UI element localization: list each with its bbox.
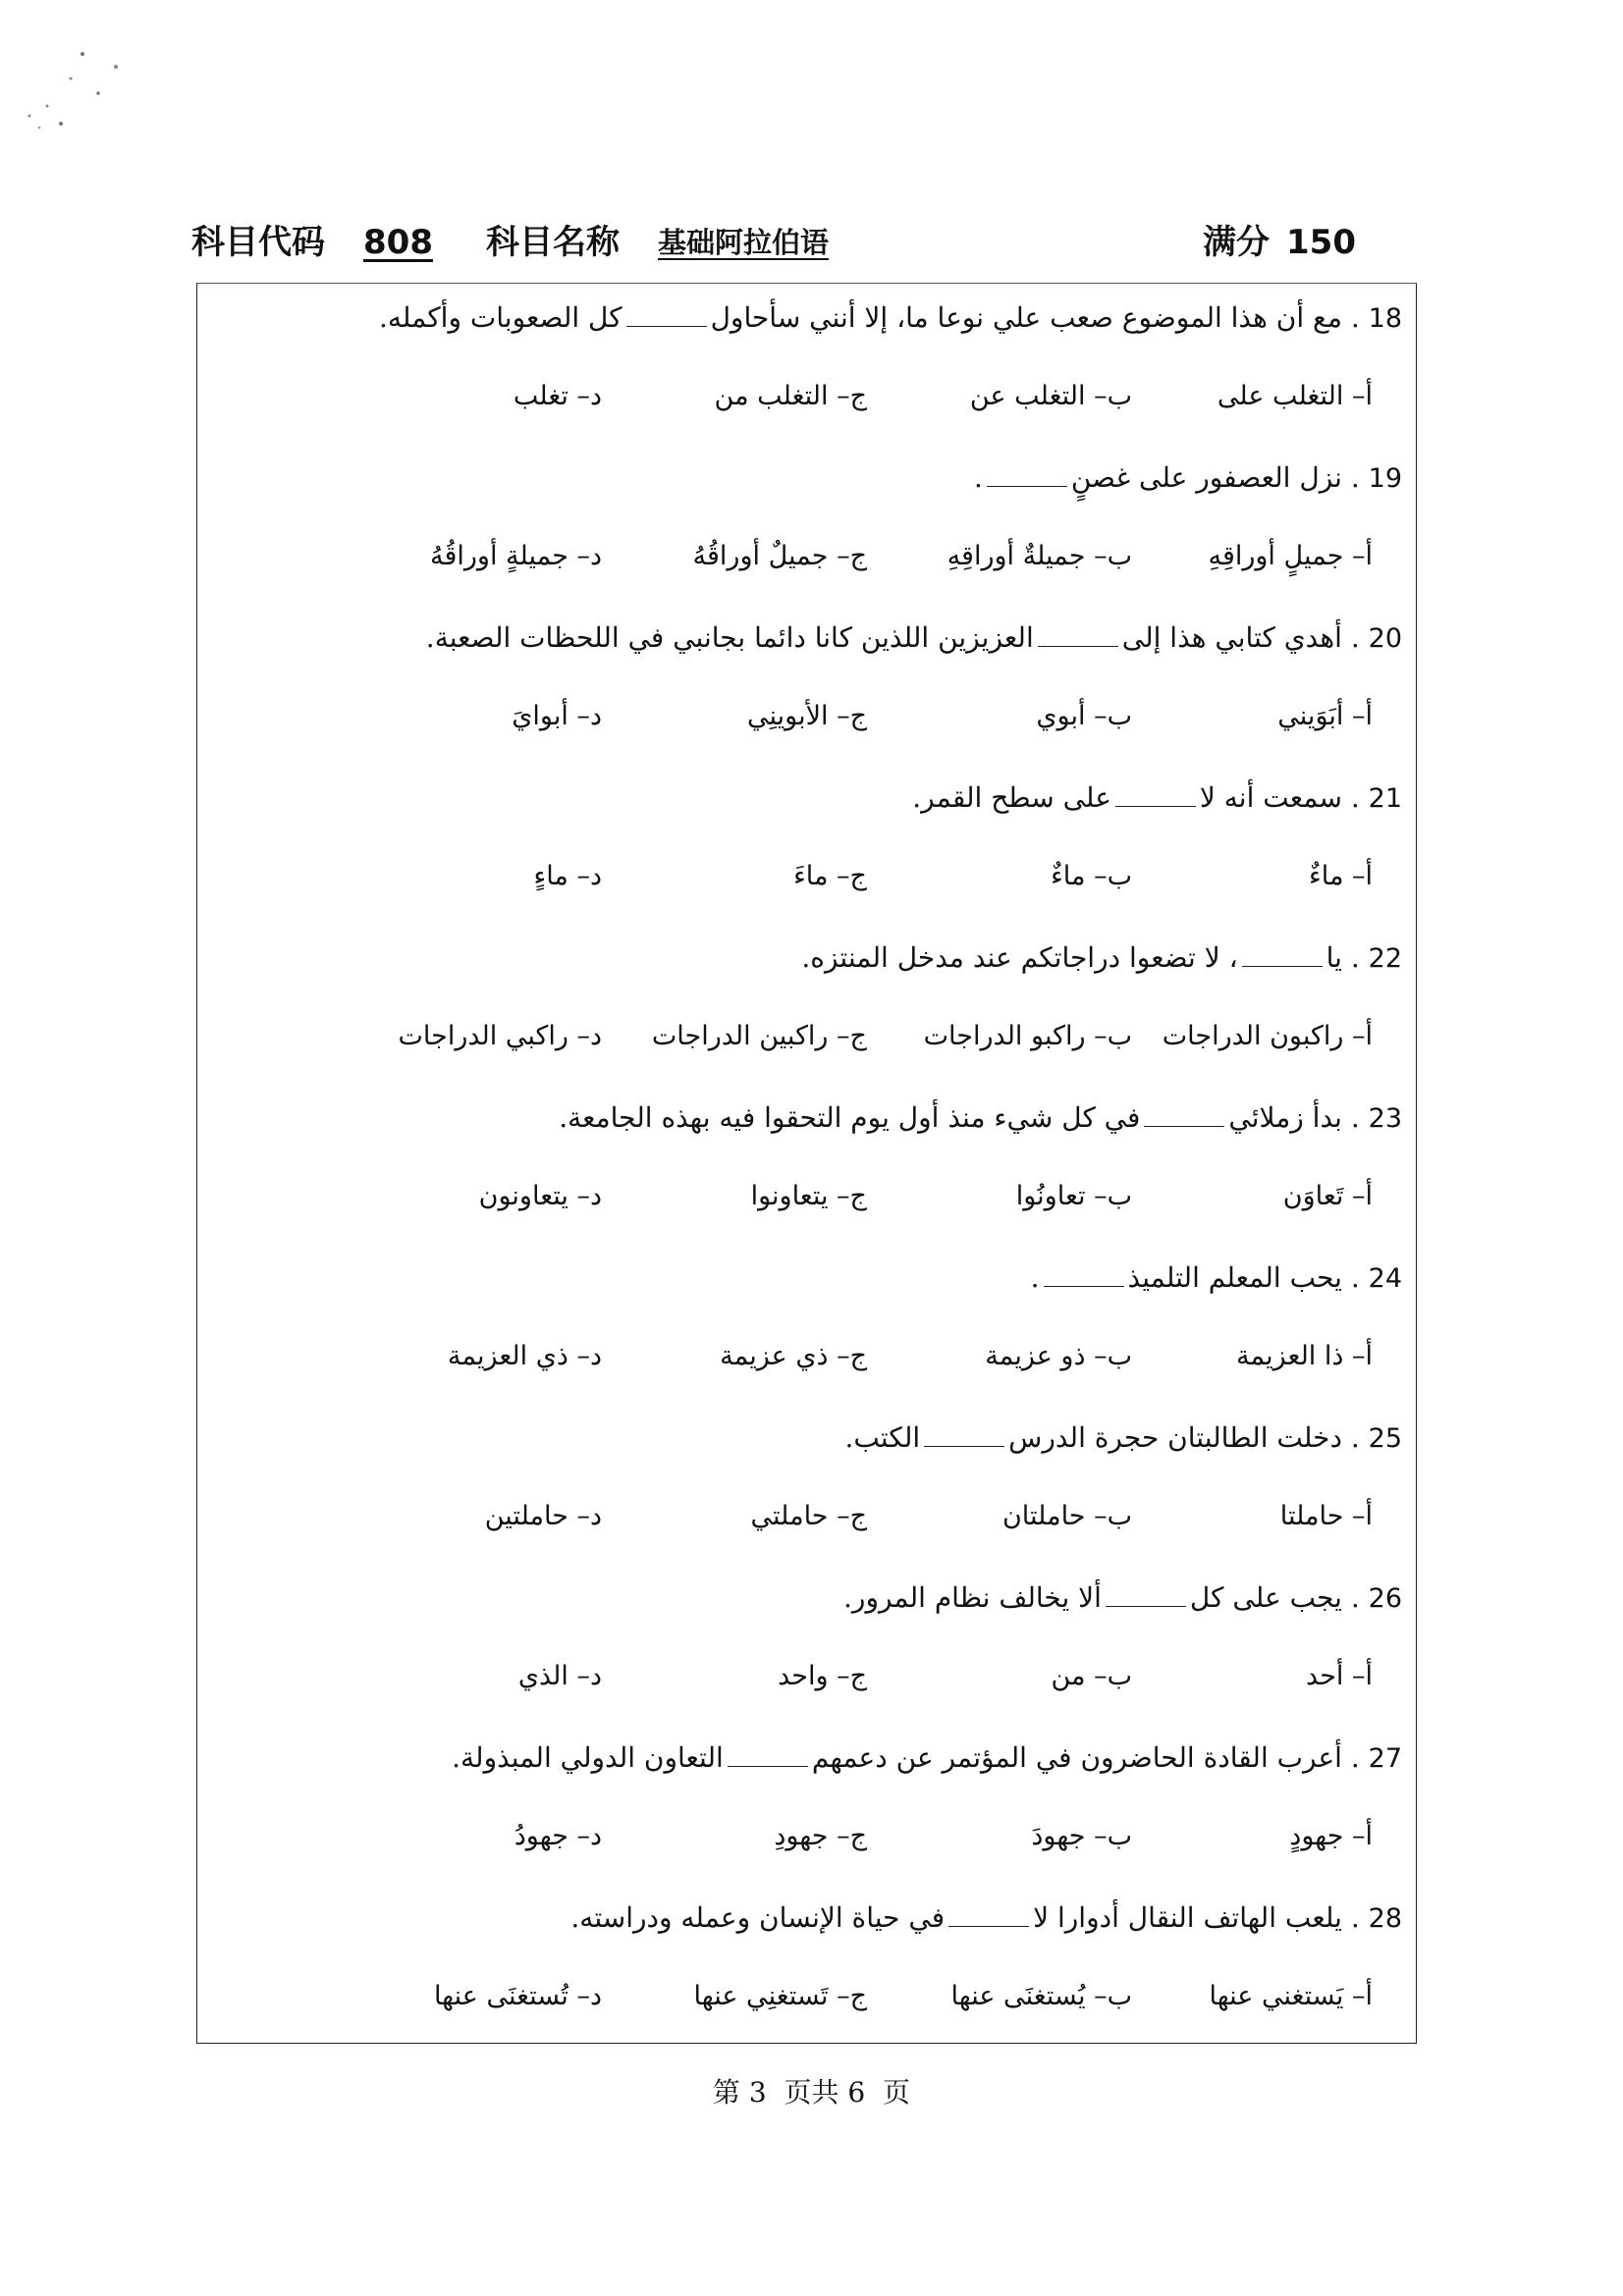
- question-text-after: كل الصعوبات وأكمله.: [378, 301, 622, 334]
- question-26-option-4: د– الذي: [517, 1661, 602, 1691]
- full-score-value: 150: [1286, 223, 1356, 262]
- question-dot: .: [1341, 1421, 1369, 1454]
- question-dot: .: [1341, 1901, 1369, 1934]
- question-dot: .: [1341, 1101, 1369, 1134]
- question-text-after: التعاون الدولي المبذولة.: [452, 1741, 724, 1774]
- question-dot: .: [1341, 301, 1369, 334]
- question-19-option-2: ب– جميلةٌ أوراقِهِ: [947, 541, 1132, 571]
- question-number: 21: [1368, 783, 1402, 814]
- question-28-option-1: أ– يَستغني عنها: [1209, 1981, 1373, 2011]
- question-24-option-4: د– ذي العزيمة: [447, 1341, 602, 1371]
- question-text-before: بدأ زملائي: [1228, 1101, 1342, 1134]
- answer-blank: [924, 1424, 1004, 1447]
- answer-blank: [1144, 1104, 1224, 1127]
- question-22-option-4: د– راكبي الدراجات: [398, 1021, 602, 1051]
- question-26-option-1: أ– أحد: [1306, 1661, 1373, 1691]
- question-text-after: على سطح القمر.: [912, 781, 1111, 814]
- question-24-option-3: ج– ذي عزيمة: [720, 1341, 867, 1371]
- question-19: [974, 456, 1402, 501]
- question-text-after: .: [1030, 1261, 1040, 1294]
- subject-name-value: 基础阿拉伯语: [658, 226, 830, 259]
- question-number: 19: [1368, 463, 1402, 494]
- question-26-option-2: ب– من: [1051, 1661, 1132, 1691]
- question-25-option-4: د– حاملتين: [484, 1501, 602, 1531]
- question-text-before: أعرب القادة الحاضرون في المؤتمر عن دعمهم: [811, 1741, 1342, 1774]
- question-22-option-2: ب– راكبو الدراجات: [923, 1021, 1132, 1051]
- question-25-option-2: ب– حاملتان: [1001, 1501, 1132, 1531]
- question-text-before: سمعت أنه لا: [1199, 781, 1342, 814]
- question-28-option-4: د– تُستغنَى عنها: [433, 1981, 602, 2011]
- answer-blank: [728, 1744, 808, 1767]
- question-text-before: دخلت الطالبتان حجرة الدرس: [1008, 1421, 1342, 1454]
- question-18-option-2: ب– التغلب عن: [969, 381, 1132, 411]
- footer-page-number: 3: [748, 2076, 767, 2109]
- question-22-option-1: أ– راكبون الدراجات: [1162, 1021, 1373, 1051]
- subject-name-label: 科目名称: [486, 223, 620, 262]
- question-20: [426, 616, 1402, 661]
- question-19-option-4: د– جميلةٍ أوراقُهُ: [429, 541, 602, 571]
- question-dot: .: [1341, 1261, 1369, 1294]
- question-24-option-2: ب– ذو عزيمة: [985, 1341, 1132, 1371]
- question-21: [912, 776, 1402, 821]
- question-dot: .: [1341, 621, 1369, 654]
- question-27-option-3: ج– جهودِ: [774, 1821, 867, 1851]
- question-text-before: يحب المعلم التلميذ: [1127, 1261, 1342, 1294]
- question-27-option-4: د– جهودُ: [514, 1821, 602, 1851]
- question-20-option-1: أ– أبَوَيني: [1277, 701, 1373, 731]
- question-number: 18: [1368, 303, 1402, 334]
- question-number: 27: [1368, 1743, 1402, 1774]
- question-number: 26: [1368, 1583, 1402, 1614]
- question-22-option-3: ج– راكبين الدراجات: [651, 1021, 867, 1051]
- question-18-option-1: أ– التغلب على: [1217, 381, 1373, 411]
- question-28-option-2: ب– يُستغنَى عنها: [950, 1981, 1132, 2011]
- question-dot: .: [1341, 1741, 1369, 1774]
- question-27: [452, 1736, 1402, 1781]
- question-23-option-3: ج– يتعاونوا: [750, 1181, 867, 1211]
- question-28-option-3: ج– تَستغنِي عنها: [693, 1981, 867, 2011]
- subject-code-value: 808: [363, 223, 433, 262]
- answer-blank: [987, 464, 1067, 487]
- question-26: [843, 1576, 1402, 1621]
- answer-blank: [948, 1904, 1029, 1927]
- question-18-option-3: ج– التغلب من: [714, 381, 867, 411]
- question-number: 28: [1368, 1903, 1402, 1934]
- answer-blank: [626, 304, 707, 327]
- question-18-option-4: د– تغلب: [513, 381, 602, 411]
- answer-blank: [1038, 624, 1118, 647]
- question-dot: .: [1341, 781, 1369, 814]
- question-21-option-1: أ– ماءٌ: [1309, 861, 1373, 891]
- question-number: 24: [1368, 1263, 1402, 1294]
- question-25: [845, 1416, 1402, 1461]
- question-text-before: أهدي كتابي هذا إلى: [1121, 621, 1342, 654]
- question-text-after: في حياة الإنسان وعمله ودراسته.: [570, 1901, 946, 1934]
- question-text-after: الكتب.: [844, 1421, 921, 1454]
- footer-suffix: 页: [883, 2076, 911, 2109]
- subject-code-label: 科目代码: [191, 223, 325, 262]
- question-text-after: في كل شيء منذ أول يوم التحقوا فيه بهذه الجامعة.: [559, 1101, 1141, 1134]
- question-number: 25: [1368, 1423, 1402, 1454]
- question-21-option-3: ج– ماءَ: [793, 861, 867, 891]
- question-text-before: يجب على كل: [1189, 1581, 1342, 1614]
- question-text-before: يلعب الهاتف النقال أدوارا لا: [1033, 1901, 1342, 1934]
- question-26-option-3: ج– واحد: [778, 1661, 867, 1691]
- question-25-option-3: ج– حاملتي: [750, 1501, 867, 1531]
- question-number: 20: [1368, 623, 1402, 654]
- question-dot: .: [1341, 1581, 1369, 1614]
- question-20-option-4: د– أبوايَ: [512, 701, 602, 731]
- footer-prefix: 第: [712, 2076, 740, 2109]
- question-27-option-2: ب– جهودَ: [1031, 1821, 1132, 1851]
- question-23: [559, 1096, 1402, 1141]
- question-text-after: العزيزين اللذين كانا دائما بجانبي في اللحظات الصعبة.: [425, 621, 1034, 654]
- question-number: 22: [1368, 943, 1402, 974]
- question-21-option-4: د– ماءٍ: [533, 861, 602, 891]
- footer-middle: 页共: [784, 2076, 839, 2109]
- answer-blank: [1115, 784, 1196, 807]
- page-footer: [0, 2071, 1623, 2114]
- question-20-option-2: ب– أبوي: [1036, 701, 1132, 731]
- question-dot: .: [1341, 461, 1369, 494]
- scan-specks: [0, 0, 137, 157]
- question-dot: .: [1341, 941, 1369, 974]
- question-23-option-2: ب– تعاونُوا: [1015, 1181, 1132, 1211]
- question-text-before: يا: [1325, 941, 1342, 974]
- question-23-option-4: د– يتعاونون: [478, 1181, 602, 1211]
- question-18: [379, 296, 1402, 341]
- question-23-option-1: أ– تَعاوَن: [1282, 1181, 1373, 1211]
- answer-blank: [1106, 1584, 1186, 1607]
- question-25-option-1: أ– حاملتا: [1279, 1501, 1373, 1531]
- question-19-option-3: ج– جميلٌ أوراقُهُ: [692, 541, 867, 571]
- question-text-before: مع أن هذا الموضوع صعب علي نوعا ما، إلا أنني سأحاول: [710, 301, 1342, 334]
- exam-header: [191, 218, 1370, 277]
- question-text-before: نزل العصفور على غصنٍ: [1070, 461, 1342, 494]
- question-text-after: ألا يخالف نظام المرور.: [843, 1581, 1102, 1614]
- question-text-after: .: [973, 461, 983, 494]
- question-24-option-1: أ– ذا العزيمة: [1236, 1341, 1373, 1371]
- question-22: [801, 936, 1402, 981]
- question-number: 23: [1368, 1103, 1402, 1134]
- question-21-option-2: ب– ماءٌ: [1051, 861, 1132, 891]
- question-19-option-1: أ– جميلٍ أوراقِهِ: [1208, 541, 1373, 571]
- question-24: [1031, 1256, 1402, 1301]
- answer-blank: [1242, 944, 1323, 967]
- question-28: [570, 1896, 1402, 1941]
- footer-total-pages: 6: [847, 2076, 866, 2109]
- full-score-label: 满分: [1203, 223, 1270, 262]
- question-20-option-3: ج– الأبوينِي: [746, 701, 867, 731]
- question-27-option-1: أ– جهودٍ: [1289, 1821, 1373, 1851]
- answer-blank: [1044, 1264, 1124, 1287]
- question-text-after: ، لا تضعوا دراجاتكم عند مدخل المنتزه.: [801, 941, 1238, 974]
